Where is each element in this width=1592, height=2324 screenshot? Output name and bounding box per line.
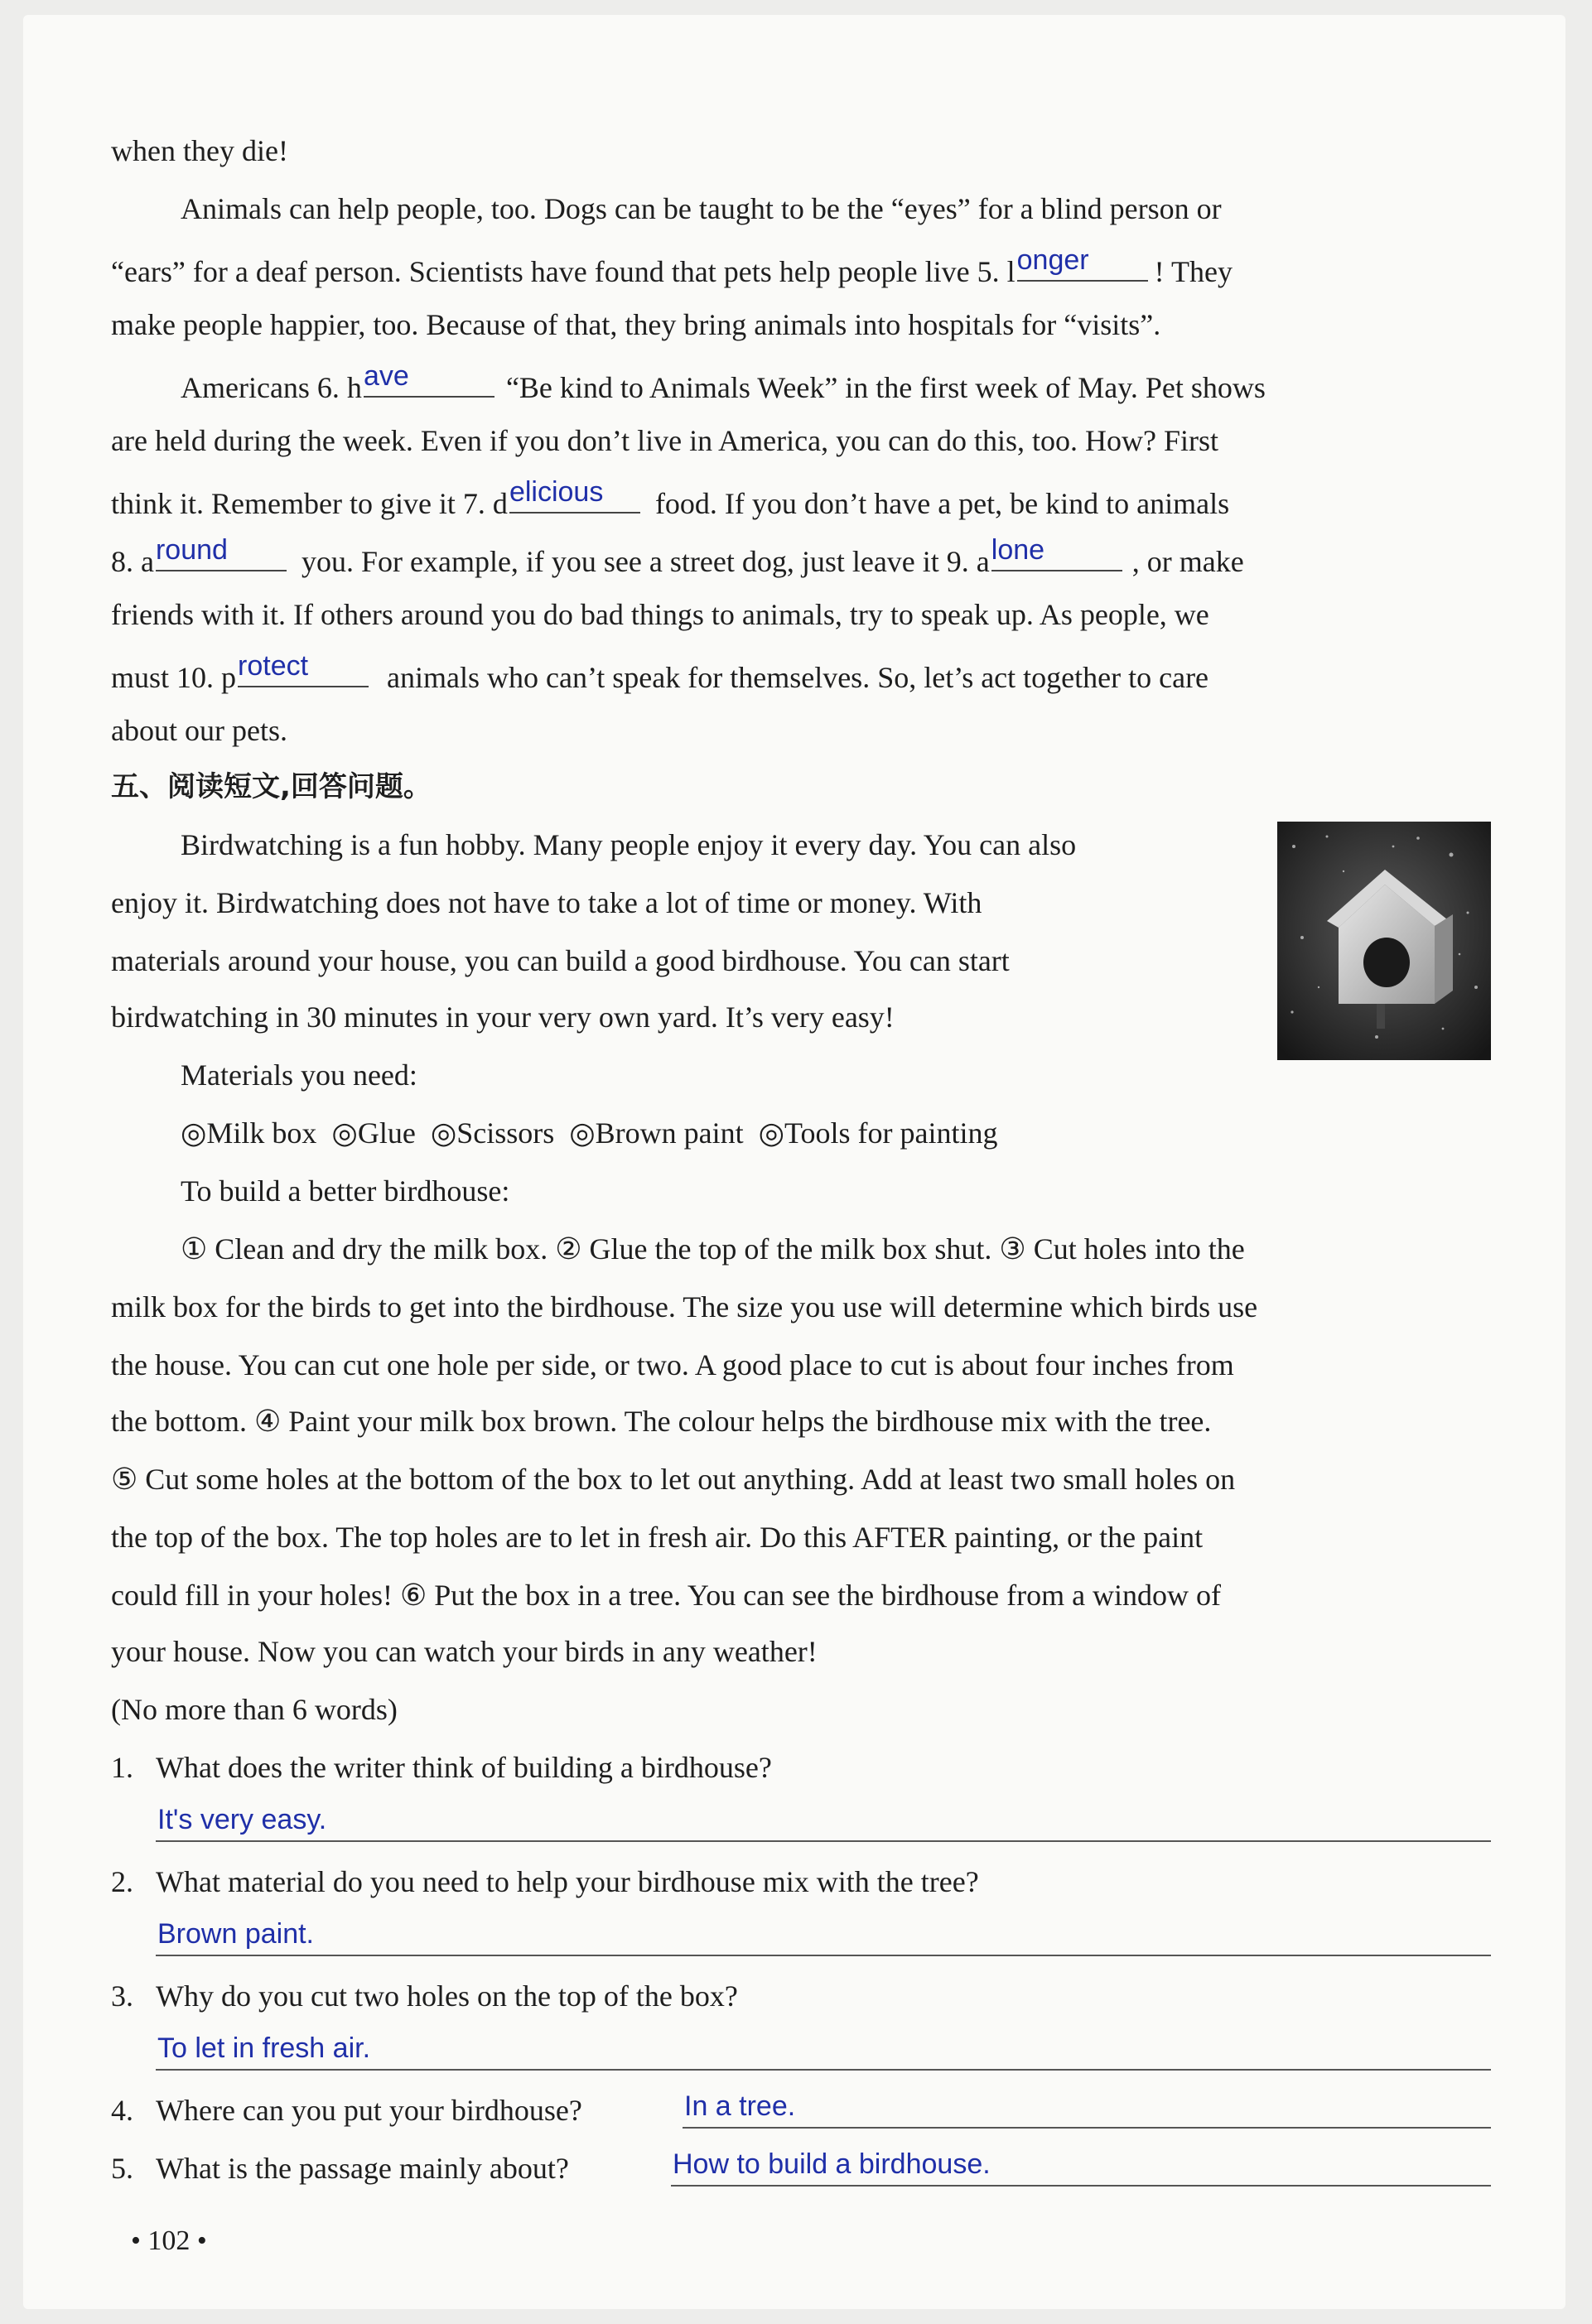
passage-line: are held during the week. Even if you don’t live in America, you can do this, too. How? First: [111, 424, 1219, 457]
passage-line: Materials you need:: [181, 1058, 417, 1092]
blank-answer: lone: [991, 534, 1045, 566]
passage-line: think it. Remember to give it 7. d elicious food. If you don’t have a pet, be kind to animals: [111, 480, 1229, 522]
materials-list: ◎Milk box ◎Glue ◎Scissors ◎Brown paint ◎Tools for painting: [181, 1116, 998, 1150]
blank-answer: onger: [1016, 244, 1089, 276]
passage-line: “ears” for a deaf person. Scientists have found that pets help people live 5. l onger ! They: [111, 248, 1233, 290]
passage-line: milk box for the birds to get into the birdhouse. The size you use will determine which birds use: [111, 1290, 1258, 1324]
section-heading: 五、阅读短文,回答问题。: [111, 770, 432, 803]
passage-line: your house. Now you can watch your birds in any weather!: [111, 1635, 818, 1668]
answer-line-4[interactable]: [683, 2127, 1491, 2129]
question-3: 3. Why do you cut two holes on the top of the box?: [111, 1979, 738, 2013]
passage-line: ⑤ Cut some holes at the bottom of the box to let out anything. Add at least two small holes on: [111, 1463, 1236, 1496]
passage-line: the house. You can cut one hole per side, or two. A good place to cut is about four inches from: [111, 1348, 1234, 1381]
passage-line: about our pets.: [111, 714, 287, 747]
answer-2: Brown paint.: [157, 1918, 314, 1950]
fill-blank-5[interactable]: [1016, 244, 1148, 282]
fill-blank-6[interactable]: [363, 360, 494, 398]
blank-answer: elicious: [509, 476, 604, 508]
passage-line: the bottom. ④ Paint your milk box brown. The colour helps the birdhouse mix with the tree.: [111, 1405, 1212, 1438]
answer-line-5[interactable]: [671, 2185, 1491, 2187]
question-1: 1. What does the writer think of building a birdhouse?: [111, 1751, 772, 1784]
page-number: • 102 •: [131, 2225, 207, 2256]
passage-line: must 10. p rotect animals who can’t speak for themselves. So, let’s act together to care: [111, 654, 1208, 696]
fill-blank-9[interactable]: [991, 534, 1122, 571]
passage-line: Birdwatching is a fun hobby. Many people enjoy it every day. You can also: [181, 828, 1077, 861]
answer-line-1[interactable]: [156, 1840, 1491, 1842]
passage-line: Animals can help people, too. Dogs can be taught to be the “eyes” for a blind person or: [181, 192, 1222, 225]
fill-blank-8[interactable]: [155, 534, 287, 571]
question-4: 4. Where can you put your birdhouse?: [111, 2094, 582, 2127]
passage-line: ① Clean and dry the milk box. ② Glue the top of the milk box shut. ③ Cut holes into the: [181, 1232, 1245, 1266]
passage-line: the top of the box. The top holes are to let in fresh air. Do this AFTER painting, or the paint: [111, 1521, 1204, 1554]
answer-5: How to build a birdhouse.: [673, 2148, 991, 2180]
passage-line: materials around your house, you can build a good birdhouse. You can start: [111, 944, 1010, 977]
passage-line: when they die!: [111, 134, 288, 167]
passage-line: enjoy it. Birdwatching does not have to take a lot of time or money. With: [111, 886, 982, 919]
question-2: 2. What material do you need to help your birdhouse mix with the tree?: [111, 1865, 979, 1898]
passage-line: friends with it. If others around you do bad things to animals, try to speak up. As people, we: [111, 598, 1209, 631]
blank-answer: round: [155, 534, 228, 566]
passage-line: 8. a round you. For example, if you see a street dog, just leave it 9. a lone , or make: [111, 538, 1244, 580]
textbook-page: [23, 15, 1565, 2309]
answer-line-2[interactable]: [156, 1955, 1491, 1956]
birdhouse-photo: [1277, 822, 1491, 1060]
passage-line: make people happier, too. Because of that, they bring animals into hospitals for “visits”.: [111, 308, 1161, 341]
blank-answer: ave: [363, 360, 409, 392]
answer-4: In a tree.: [684, 2090, 796, 2122]
passage-line: could fill in your holes! ⑥ Put the box in a tree. You can see the birdhouse from a window of: [111, 1579, 1222, 1612]
answer-3: To let in fresh air.: [157, 2032, 371, 2064]
blank-answer: rotect: [238, 650, 309, 682]
fill-blank-10[interactable]: [238, 650, 369, 687]
fill-blank-7[interactable]: [509, 476, 640, 513]
answer-1: It's very easy.: [157, 1804, 327, 1835]
passage-line: Americans 6. h ave “Be kind to Animals Week” in the first week of May. Pet shows: [111, 364, 1266, 406]
passage-line: To build a better birdhouse:: [181, 1174, 510, 1208]
question-5: 5. What is the passage mainly about?: [111, 2152, 569, 2185]
instruction: (No more than 6 words): [111, 1693, 398, 1726]
answer-line-3[interactable]: [156, 2069, 1491, 2071]
passage-line: birdwatching in 30 minutes in your very own yard. It’s very easy!: [111, 1000, 895, 1034]
